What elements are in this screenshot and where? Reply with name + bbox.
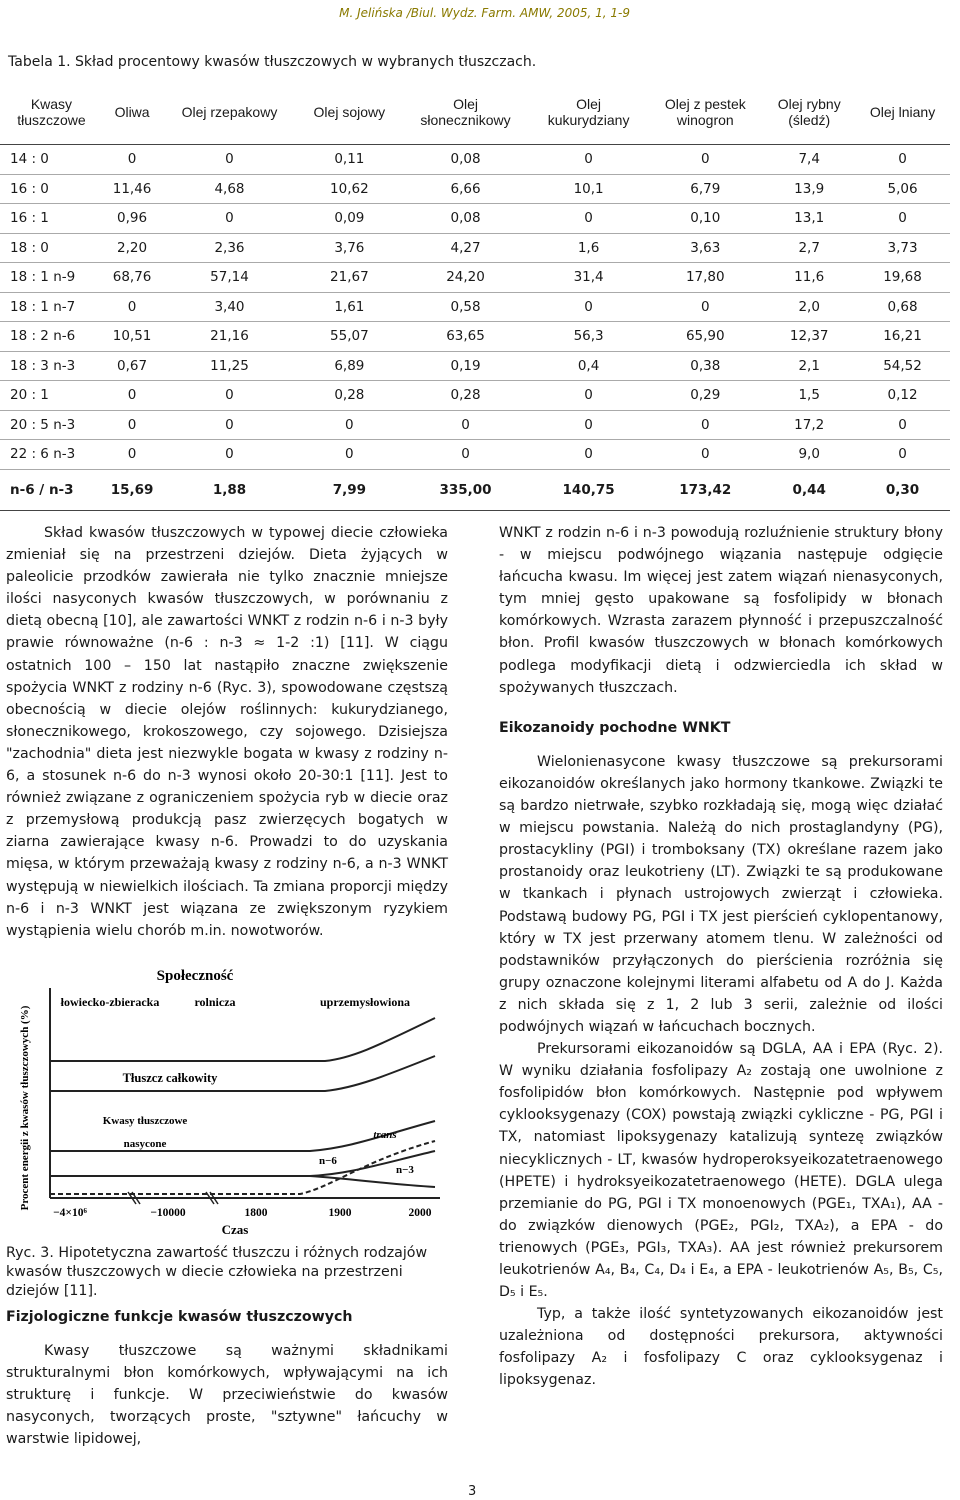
table-cell: 57,14 (161, 263, 297, 293)
column-header: Olej rzepakowy (161, 80, 297, 145)
table-cell: 0,08 (401, 145, 530, 175)
ratio-cell: 140,75 (530, 469, 647, 510)
figure-title: Społeczność (156, 968, 234, 984)
table-cell: 2,0 (763, 292, 855, 322)
table-cell: 3,73 (855, 233, 950, 263)
table-cell: 0 (530, 440, 647, 470)
page-number: 3 (468, 1484, 477, 1499)
x-tick-1: −4×10⁶ (53, 1207, 87, 1219)
right-paragraph-3: Prekursorami eikozanoidów są DGLA, AA i EPA (Ryc. 2). W wyniku działania fosfolipazy A₂ zostają one uwolnione z fosfolipidów błon komórkowych. Następnie pod wpływem cyklooksygenazy (COX) powstają związki cykliczne - PG, PGI i TX, natomiast lipoksygenazy katalizują syntezę związków niecyklicznych - LT, kwasów hydroperoksyeikozatetraenowego (HPETE) i hydroksyeikozatetraenowego (HETE). DGLA ulega przemianie do PG, PGI i TX monoenowych (PGE₁, TXA₁), AA - do związków dienowych (PGE₂, PGI₂, TXA₂), a EPA - do trienowych (PGE₃, PGI₃, TXA₃). AA jest również prekursorem leukotrienów A₄, B₄, C₄, D₄ i E₄, a EPA - leukotrienów A₅, B₅, C₅, D₅ i E₅. (499, 1041, 943, 1301)
table-row (0, 145, 950, 175)
society-industrial: uprzemysłowiona (320, 995, 410, 1009)
table-row (0, 263, 950, 293)
table-cell: 1,61 (298, 292, 401, 322)
column-header: Olej słonecznikowy (401, 80, 530, 145)
table-cell: 7,4 (763, 145, 855, 175)
table-cell: 4,27 (401, 233, 530, 263)
table-cell: 0 (530, 145, 647, 175)
table-cell: 31,4 (530, 263, 647, 293)
society-agricultural: rolnicza (194, 995, 236, 1009)
ratio-cell: 15,69 (103, 469, 161, 510)
table-header-row (0, 80, 950, 145)
table-cell: 3,76 (298, 233, 401, 263)
table-cell: 9,0 (763, 440, 855, 470)
column-header: Olej sojowy (298, 80, 401, 145)
table-cell: 11,25 (161, 351, 297, 381)
table-cell: 6,79 (647, 174, 763, 204)
row-header-cell: 20 : 5 n-3 (0, 410, 103, 440)
table-cell: 2,1 (763, 351, 855, 381)
label-saturated: nasycone (123, 1138, 167, 1150)
curve-trans (50, 1141, 435, 1194)
table-cell: 0 (530, 292, 647, 322)
x-tick-2: −10000 (150, 1207, 186, 1219)
left-paragraph-1-part-b: 1-2 :1) [11]. W ciągu ostatnich 100 – 150 lat nastąpiło znaczne zwiększenie spożycia WNKT z rodziny n-6 (Ryc. 3), spowodowane częstszą obecnością w diecie olejów roślinnych: kukurydzianego, słonecznikowego, krokoszowego, czy sojowego. Dzisiejsza "zachodnia" dieta jest niezwykle bogata w kwasy z rodziny n-6, a stosunek n-6 do n-3 wynosi około 20-30:1 [11]. Jest to również związane z ograniczeniem spożycia ryb w diecie oraz z przemysłową produkcją pasz zwierzęcych bogatych w ziarna zawierające kwasy n-6. Prowadzi to do uzyskania mięsa, w którym przeważają kwasy z rodziny n-6, a n-3 WNKT występują w niewielkich ilościach. Ta zmiana proporcji między n-6 i n-3 WNKT jest wiązana ze zwiększonym ryzykiem wystąpienia wielu chorób m.in. nowotworów. (6, 635, 449, 939)
ratio-cell: 1,88 (161, 469, 297, 510)
row-header-cell: 18 : 2 n-6 (0, 322, 103, 352)
row-header-cell: 14 : 0 (0, 145, 103, 175)
table-cell: 0 (401, 410, 530, 440)
table-cell: 0,11 (298, 145, 401, 175)
section-title-physiology: Fizjologiczne funkcje kwasów tłuszczowych (6, 1309, 353, 1325)
table-cell: 0 (530, 204, 647, 234)
table-cell: 0 (103, 440, 161, 470)
table-cell: 0 (298, 410, 401, 440)
table-cell: 0,19 (401, 351, 530, 381)
table-cell: 4,68 (161, 174, 297, 204)
table-cell: 0 (855, 440, 950, 470)
row-header-cell: 20 : 1 (0, 381, 103, 411)
table-cell: 0 (647, 292, 763, 322)
table-cell: 2,36 (161, 233, 297, 263)
table-cell: 54,52 (855, 351, 950, 381)
table-cell: 0,96 (103, 204, 161, 234)
x-tick-4: 1900 (328, 1207, 352, 1219)
right-paragraph-1: WNKT z rodzin n-6 i n-3 powodują rozluźnienie struktury błony - w miejscu podwójnego wiązania następuje odgięcie łańcucha kwasu. Im więcej jest zatem wiązań nienasyconych, tym mniej gęsto upakowane są fosfolipidy w błonach komórkowych. Wzrasta zarazem płynność i przepuszczalność błon. Profil kwasów tłuszczowych w błonach komórkowych podlega modyfikacji dietą i odzwierciedla ich skład w spożywanych tłuszczach. (499, 525, 943, 696)
table-cell: 0 (647, 145, 763, 175)
table-row (0, 381, 950, 411)
curve-n3 (50, 1176, 435, 1187)
table-cell: 13,1 (763, 204, 855, 234)
table-cell: 56,3 (530, 322, 647, 352)
table-cell: 0 (855, 204, 950, 234)
row-header-cell: 22 : 6 n-3 (0, 440, 103, 470)
table-row (0, 292, 950, 322)
x-axis-label: Czas (221, 1222, 249, 1236)
row-header-cell: 18 : 3 n-3 (0, 351, 103, 381)
column-header: Oliwa (103, 80, 161, 145)
table-row (0, 440, 950, 470)
running-header: M. Jelińska /Biul. Wydz. Farm. AMW, 2005, 1, 1-9 (339, 6, 630, 20)
table-cell: 2,20 (103, 233, 161, 263)
column-header: Olej lniany (855, 80, 950, 145)
table-cell: 0 (103, 292, 161, 322)
table-cell: 0 (530, 381, 647, 411)
table-cell: 0 (103, 381, 161, 411)
table-cell: 65,90 (647, 322, 763, 352)
table-cell: 0,28 (298, 381, 401, 411)
table-row (0, 204, 950, 234)
table-cell: 0 (103, 410, 161, 440)
table-cell: 6,66 (401, 174, 530, 204)
left-paragraph-2: Kwasy tłuszczowe są ważnymi składnikami strukturalnymi błon komórkowych, wpływającymi na ich strukturę i funkcje. W przeciwieństwie do kwasów nasyconych, tworzących proste, "sztywne" łańcuchy w warstwie lipidowej, (6, 1343, 448, 1448)
column-header: Olej z pestek winogron (647, 80, 763, 145)
label-total-fat: Tłuszcz całkowity (122, 1071, 218, 1085)
table-cell: 17,2 (763, 410, 855, 440)
table-cell: 0 (161, 410, 297, 440)
row-header-cell: 18 : 1 n-9 (0, 263, 103, 293)
y-axis-label: Procent energii z kwasów tłuszczowych (%) (19, 1005, 31, 1211)
table-cell: 0 (161, 145, 297, 175)
table-cell: 21,67 (298, 263, 401, 293)
row-header-cell: 18 : 0 (0, 233, 103, 263)
table-cell: 24,20 (401, 263, 530, 293)
table-row (0, 322, 950, 352)
section-title-eicosanoids: Eikozanoidy pochodne WNKT (499, 719, 731, 736)
curve-total-fat (50, 1018, 435, 1061)
table-cell: 0,10 (647, 204, 763, 234)
right-paragraph-4: Typ, a także ilość syntetyzowanych eikozanoidów jest uzależniona od dostępności prekursora, aktywności fosfolipazy A₂ i fosfolipazy C oraz cyklooksygenaz i lipoksygenaz. (499, 1306, 943, 1389)
table-body (0, 145, 950, 511)
ratio-row-header: n-6 / n-3 (0, 469, 103, 510)
approx-symbol: ≈ (253, 635, 266, 652)
society-hunter-gatherer: łowiecko-zbieracka (60, 995, 160, 1009)
table-cell: 0,58 (401, 292, 530, 322)
table-cell: 17,80 (647, 263, 763, 293)
table-cell: 0 (855, 410, 950, 440)
table-cell: 0,29 (647, 381, 763, 411)
left-column-lower (6, 1306, 448, 1451)
right-column (499, 522, 943, 1392)
left-paragraph-1-part-a: Skład kwasów tłuszczowych w typowej diecie człowieka zmieniał się na przestrzeni dziejów. Dieta żyjących w paleolicie przodków zawierała nie tylko znacznie mniejsze ilości nasyconych kwasów tłuszczowych, w porównaniu z dietą obecną [10], ale zawartości WNKT z rodzin n-6 i n-3 były prawie równoważne (n-6 : n-3 (6, 525, 448, 652)
label-n6: n−6 (319, 1155, 337, 1167)
left-paragraph-1 (6, 522, 448, 942)
table-cell: 0 (855, 145, 950, 175)
table-cell: 1,6 (530, 233, 647, 263)
table-cell: 0,08 (401, 204, 530, 234)
table-cell: 10,1 (530, 174, 647, 204)
table-cell: 3,40 (161, 292, 297, 322)
ratio-cell: 335,00 (401, 469, 530, 510)
table-cell: 0 (161, 440, 297, 470)
table-cell: 2,7 (763, 233, 855, 263)
label-trans: trans (373, 1129, 397, 1141)
figure-diet-history (10, 958, 450, 1236)
table-row (0, 410, 950, 440)
table-cell: 0 (161, 204, 297, 234)
table-row (0, 174, 950, 204)
table-cell: 11,6 (763, 263, 855, 293)
table-cell: 0,12 (855, 381, 950, 411)
ratio-row (0, 469, 950, 510)
ratio-cell: 173,42 (647, 469, 763, 510)
right-paragraph-2: Wielonienasycone kwasy tłuszczowe są prekursorami eikozanoidów określanych jako hormony tkankowe. Związki te są bardzo nietrwałe, szybko rozkładają się, mogą więc działać w miejscu powstania. Należą do nich prostaglandyny (PG), prostacykliny (PGI) i tromboksany (TX) określane razem jako prostanoidy oraz leukotrieny (LT). Związki te są produkowane w tkankach i płynach ustrojowych zwierząt i człowieka. Podstawą budowy PG, PGI i TX jest pierścień cyklopentanowy, który w TX jest przerwany atomem tlenu. W zależności od podstawników przyłączonych do pierścienia rozróżnia się grupy oznaczone kolejnymi literami alfabetu od A do J. Każda z nich składa się z 1, 2 lub 3 serii, zależnie od ilości podwójnych wiązań w łańcuchach bocznych. (499, 753, 943, 1035)
table-cell: 12,37 (763, 322, 855, 352)
x-tick-3: 1800 (244, 1207, 268, 1219)
table-cell: 0 (298, 440, 401, 470)
row-header-cell: 18 : 1 n-7 (0, 292, 103, 322)
x-tick-5: 2000 (408, 1207, 432, 1219)
row-header-cell: 16 : 1 (0, 204, 103, 234)
ratio-cell: 0,30 (855, 469, 950, 510)
row-header-cell: 16 : 0 (0, 174, 103, 204)
ratio-cell: 0,44 (763, 469, 855, 510)
table-cell: 0 (401, 440, 530, 470)
table-cell: 0,4 (530, 351, 647, 381)
table-cell: 11,46 (103, 174, 161, 204)
label-n3: n−3 (396, 1164, 414, 1176)
table-cell: 0,09 (298, 204, 401, 234)
table-cell: 5,06 (855, 174, 950, 204)
table-cell: 0 (647, 440, 763, 470)
column-header: Olej rybny (śledź) (763, 80, 855, 145)
ratio-cell: 7,99 (298, 469, 401, 510)
table-cell: 19,68 (855, 263, 950, 293)
table-cell: 0 (647, 410, 763, 440)
table-cell: 13,9 (763, 174, 855, 204)
table-cell: 1,5 (763, 381, 855, 411)
table-cell: 10,51 (103, 322, 161, 352)
curve-n6 (50, 1151, 435, 1176)
table-cell: 3,63 (647, 233, 763, 263)
left-column (6, 522, 448, 942)
table-cell: 0 (530, 410, 647, 440)
table-cell: 0,68 (855, 292, 950, 322)
table-cell: 0 (161, 381, 297, 411)
table-cell: 55,07 (298, 322, 401, 352)
label-fatty-acids: Kwasy tłuszczowe (102, 1115, 188, 1127)
table-cell: 21,16 (161, 322, 297, 352)
column-header: Olej kukurydziany (530, 80, 647, 145)
table-cell: 0 (103, 145, 161, 175)
table-row (0, 351, 950, 381)
table-cell: 16,21 (855, 322, 950, 352)
figure-caption: Ryc. 3. Hipotetyczna zawartość tłuszczu i różnych rodzajów kwasów tłuszczowych w diecie człowieka na przestrzeni dziejów [11]. (6, 1245, 428, 1299)
fatty-acid-table (0, 80, 950, 511)
table-cell: 63,65 (401, 322, 530, 352)
table-cell: 0,38 (647, 351, 763, 381)
table-cell: 10,62 (298, 174, 401, 204)
table-cell: 0,28 (401, 381, 530, 411)
table-cell: 0,67 (103, 351, 161, 381)
table-cell: 68,76 (103, 263, 161, 293)
table-caption: Tabela 1. Skład procentowy kwasów tłuszczowych w wybranych tłuszczach. (8, 54, 537, 70)
table-row (0, 233, 950, 263)
table-cell: 6,89 (298, 351, 401, 381)
column-header: Kwasy tłuszczowe (0, 80, 103, 145)
